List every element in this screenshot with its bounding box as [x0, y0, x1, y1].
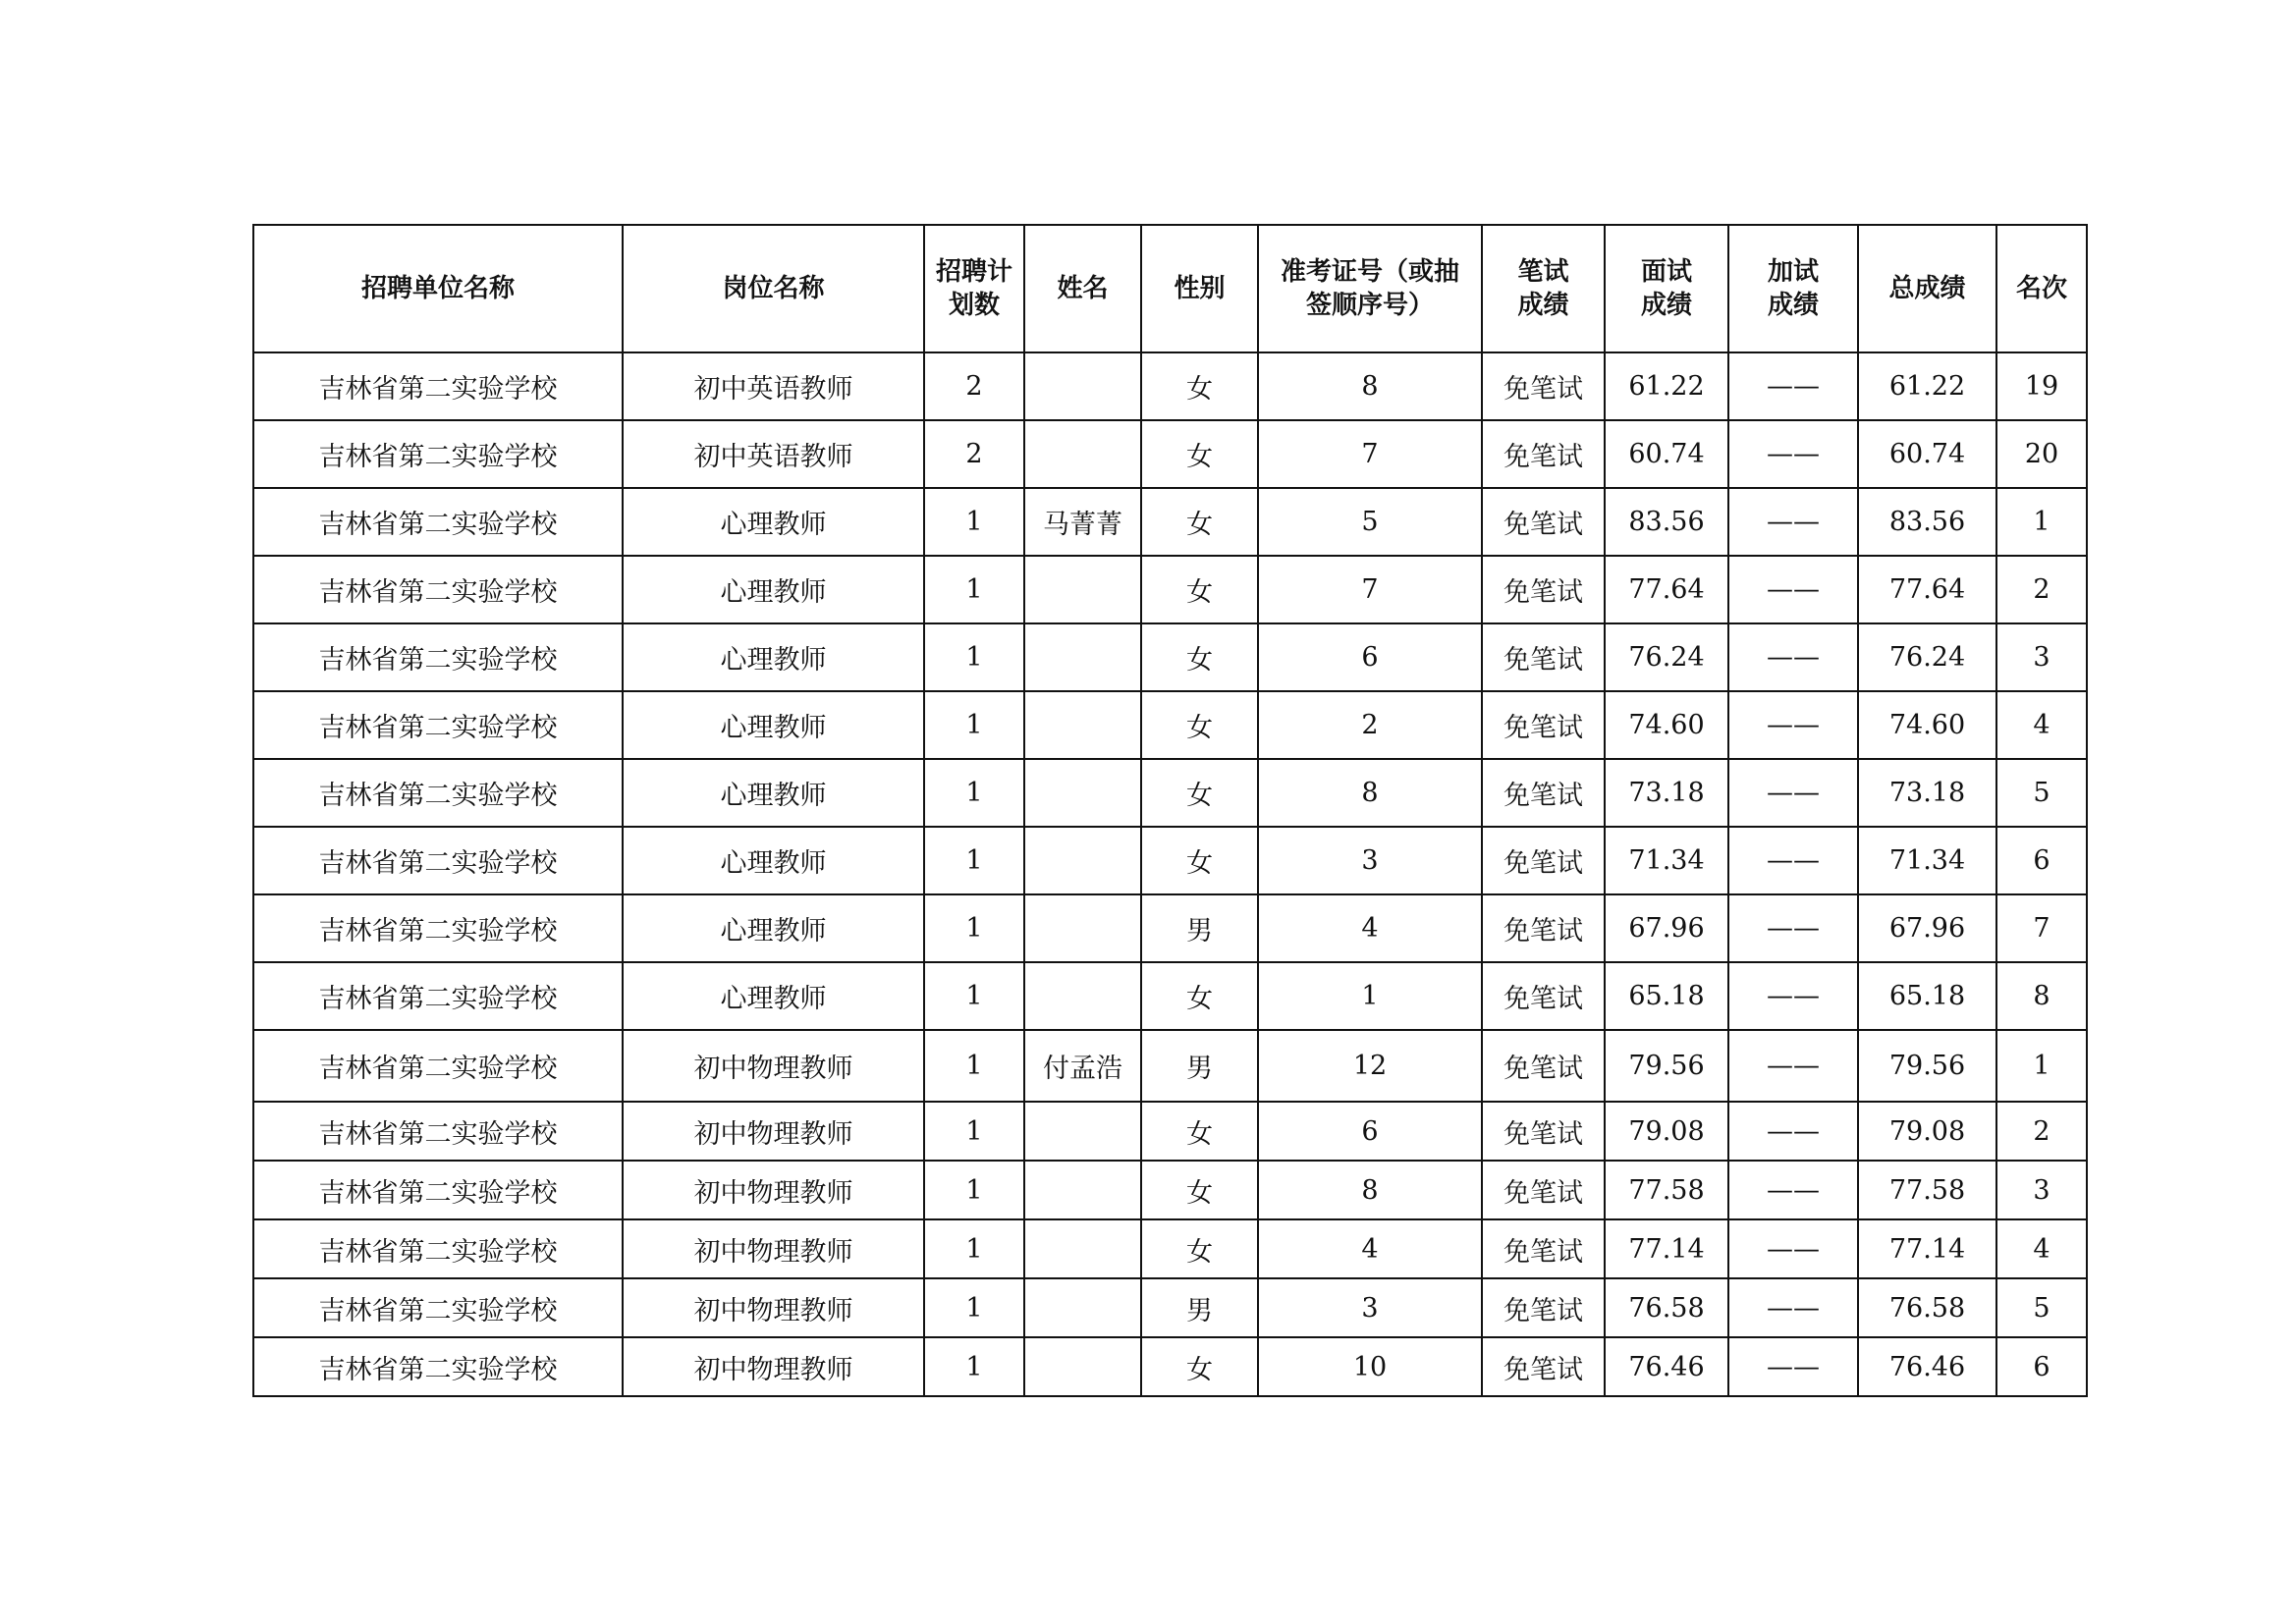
cell-gender: 男 — [1141, 1030, 1258, 1102]
table-row — [253, 827, 2087, 894]
cell-rank: 19 — [1996, 352, 2087, 420]
cell-written-score: 免笔试 — [1482, 691, 1605, 759]
cell-exam-number: 4 — [1258, 894, 1482, 962]
cell-gender: 女 — [1141, 1219, 1258, 1278]
cell-gender: 女 — [1141, 420, 1258, 488]
cell-extra-score: —— — [1728, 420, 1858, 488]
cell-interview-score: 65.18 — [1605, 962, 1728, 1030]
cell-unit: 吉林省第二实验学校 — [253, 352, 623, 420]
cell-name — [1024, 420, 1141, 488]
header-label: 姓名 — [1057, 274, 1109, 303]
cell-plan-count: 2 — [924, 352, 1024, 420]
cell-written-score: 免笔试 — [1482, 352, 1605, 420]
header-written-score — [1482, 225, 1605, 352]
cell-position: 心理教师 — [623, 962, 924, 1030]
table-row — [253, 420, 2087, 488]
cell-position: 初中物理教师 — [623, 1102, 924, 1161]
cell-name — [1024, 962, 1141, 1030]
cell-extra-score: —— — [1728, 1219, 1858, 1278]
header-position — [623, 225, 924, 352]
cell-interview-score: 79.56 — [1605, 1030, 1728, 1102]
cell-name — [1024, 1278, 1141, 1337]
cell-written-score: 免笔试 — [1482, 962, 1605, 1030]
cell-gender: 女 — [1141, 962, 1258, 1030]
cell-position: 初中英语教师 — [623, 420, 924, 488]
cell-position: 初中物理教师 — [623, 1030, 924, 1102]
cell-total-score: 77.14 — [1858, 1219, 1996, 1278]
cell-exam-number: 7 — [1258, 420, 1482, 488]
cell-written-score: 免笔试 — [1482, 420, 1605, 488]
cell-name — [1024, 1219, 1141, 1278]
cell-gender: 女 — [1141, 1337, 1258, 1396]
cell-plan-count: 2 — [924, 420, 1024, 488]
cell-unit: 吉林省第二实验学校 — [253, 623, 623, 691]
cell-plan-count: 1 — [924, 556, 1024, 623]
cell-total-score: 65.18 — [1858, 962, 1996, 1030]
table-row — [253, 759, 2087, 827]
header-label: 总成绩 — [1888, 274, 1966, 303]
table-row — [253, 623, 2087, 691]
cell-total-score: 67.96 — [1858, 894, 1996, 962]
header-label: 岗位名称 — [722, 274, 825, 303]
cell-name — [1024, 894, 1141, 962]
cell-unit: 吉林省第二实验学校 — [253, 1161, 623, 1219]
header-name — [1024, 225, 1141, 352]
header-label: 面试 成绩 — [1640, 257, 1692, 320]
cell-exam-number: 8 — [1258, 759, 1482, 827]
cell-extra-score: —— — [1728, 1161, 1858, 1219]
cell-gender: 男 — [1141, 894, 1258, 962]
cell-interview-score: 74.60 — [1605, 691, 1728, 759]
cell-interview-score: 76.46 — [1605, 1337, 1728, 1396]
header-label: 招聘单位名称 — [360, 274, 515, 303]
cell-extra-score: —— — [1728, 1337, 1858, 1396]
cell-name — [1024, 352, 1141, 420]
header-label: 笔试 成绩 — [1517, 257, 1569, 320]
cell-name — [1024, 1102, 1141, 1161]
cell-written-score: 免笔试 — [1482, 1030, 1605, 1102]
cell-written-score: 免笔试 — [1482, 623, 1605, 691]
cell-position: 心理教师 — [623, 691, 924, 759]
cell-written-score: 免笔试 — [1482, 1102, 1605, 1161]
cell-written-score: 免笔试 — [1482, 1337, 1605, 1396]
cell-extra-score: —— — [1728, 894, 1858, 962]
cell-rank: 2 — [1996, 556, 2087, 623]
cell-exam-number: 12 — [1258, 1030, 1482, 1102]
cell-gender: 女 — [1141, 1102, 1258, 1161]
cell-gender: 女 — [1141, 759, 1258, 827]
header-total-score — [1858, 225, 1996, 352]
cell-exam-number: 6 — [1258, 623, 1482, 691]
cell-plan-count: 1 — [924, 1102, 1024, 1161]
cell-gender: 女 — [1141, 556, 1258, 623]
cell-written-score: 免笔试 — [1482, 894, 1605, 962]
cell-position: 初中物理教师 — [623, 1219, 924, 1278]
cell-position: 心理教师 — [623, 827, 924, 894]
cell-total-score: 77.58 — [1858, 1161, 1996, 1219]
cell-plan-count: 1 — [924, 1337, 1024, 1396]
cell-plan-count: 1 — [924, 894, 1024, 962]
cell-exam-number: 5 — [1258, 488, 1482, 556]
table-row — [253, 894, 2087, 962]
cell-gender: 女 — [1141, 352, 1258, 420]
header-label: 准考证号（或抽 签顺序号） — [1280, 257, 1459, 320]
cell-position: 心理教师 — [623, 759, 924, 827]
cell-rank: 1 — [1996, 1030, 2087, 1102]
header-exam-number — [1258, 225, 1482, 352]
cell-unit: 吉林省第二实验学校 — [253, 1278, 623, 1337]
cell-extra-score: —— — [1728, 827, 1858, 894]
cell-position: 心理教师 — [623, 894, 924, 962]
cell-name — [1024, 556, 1141, 623]
header-label: 招聘计 划数 — [935, 257, 1012, 320]
cell-extra-score: —— — [1728, 759, 1858, 827]
cell-plan-count: 1 — [924, 691, 1024, 759]
cell-plan-count: 1 — [924, 962, 1024, 1030]
cell-interview-score: 79.08 — [1605, 1102, 1728, 1161]
cell-interview-score: 77.64 — [1605, 556, 1728, 623]
cell-plan-count: 1 — [924, 1161, 1024, 1219]
header-plan-count — [924, 225, 1024, 352]
cell-total-score: 77.64 — [1858, 556, 1996, 623]
table-row — [253, 1337, 2087, 1396]
cell-position: 心理教师 — [623, 556, 924, 623]
cell-total-score: 61.22 — [1858, 352, 1996, 420]
cell-rank: 3 — [1996, 1161, 2087, 1219]
cell-exam-number: 2 — [1258, 691, 1482, 759]
cell-exam-number: 1 — [1258, 962, 1482, 1030]
table-row — [253, 352, 2087, 420]
cell-written-score: 免笔试 — [1482, 827, 1605, 894]
cell-position: 心理教师 — [623, 623, 924, 691]
cell-unit: 吉林省第二实验学校 — [253, 1219, 623, 1278]
cell-interview-score: 77.58 — [1605, 1161, 1728, 1219]
cell-gender: 女 — [1141, 691, 1258, 759]
cell-exam-number: 3 — [1258, 827, 1482, 894]
cell-total-score: 76.24 — [1858, 623, 1996, 691]
cell-interview-score: 61.22 — [1605, 352, 1728, 420]
cell-unit: 吉林省第二实验学校 — [253, 962, 623, 1030]
cell-plan-count: 1 — [924, 488, 1024, 556]
cell-exam-number: 7 — [1258, 556, 1482, 623]
cell-total-score: 79.08 — [1858, 1102, 1996, 1161]
cell-unit: 吉林省第二实验学校 — [253, 894, 623, 962]
cell-interview-score: 77.14 — [1605, 1219, 1728, 1278]
cell-written-score: 免笔试 — [1482, 1161, 1605, 1219]
cell-rank: 5 — [1996, 759, 2087, 827]
cell-gender: 女 — [1141, 827, 1258, 894]
cell-written-score: 免笔试 — [1482, 1219, 1605, 1278]
cell-extra-score: —— — [1728, 1030, 1858, 1102]
cell-plan-count: 1 — [924, 1030, 1024, 1102]
cell-total-score: 71.34 — [1858, 827, 1996, 894]
cell-name: 马菁菁 — [1024, 488, 1141, 556]
cell-unit: 吉林省第二实验学校 — [253, 827, 623, 894]
cell-total-score: 74.60 — [1858, 691, 1996, 759]
cell-exam-number: 4 — [1258, 1219, 1482, 1278]
cell-position: 心理教师 — [623, 488, 924, 556]
cell-name — [1024, 691, 1141, 759]
table-row — [253, 691, 2087, 759]
cell-total-score: 76.58 — [1858, 1278, 1996, 1337]
table-row — [253, 1161, 2087, 1219]
cell-extra-score: —— — [1728, 1278, 1858, 1337]
cell-total-score: 73.18 — [1858, 759, 1996, 827]
cell-name — [1024, 759, 1141, 827]
cell-position: 初中物理教师 — [623, 1278, 924, 1337]
table-row — [253, 1030, 2087, 1102]
cell-gender: 女 — [1141, 1161, 1258, 1219]
cell-total-score: 76.46 — [1858, 1337, 1996, 1396]
table-row — [253, 556, 2087, 623]
cell-total-score: 60.74 — [1858, 420, 1996, 488]
cell-rank: 8 — [1996, 962, 2087, 1030]
header-label: 性别 — [1174, 274, 1226, 303]
cell-position: 初中英语教师 — [623, 352, 924, 420]
cell-rank: 6 — [1996, 1337, 2087, 1396]
table-row — [253, 1219, 2087, 1278]
header-unit — [253, 225, 623, 352]
cell-gender: 女 — [1141, 488, 1258, 556]
cell-extra-score: —— — [1728, 691, 1858, 759]
cell-rank: 7 — [1996, 894, 2087, 962]
cell-position: 初中物理教师 — [623, 1161, 924, 1219]
cell-interview-score: 71.34 — [1605, 827, 1728, 894]
cell-unit: 吉林省第二实验学校 — [253, 1030, 623, 1102]
cell-written-score: 免笔试 — [1482, 1278, 1605, 1337]
cell-rank: 1 — [1996, 488, 2087, 556]
cell-unit: 吉林省第二实验学校 — [253, 1102, 623, 1161]
header-extra-score — [1728, 225, 1858, 352]
cell-interview-score: 76.58 — [1605, 1278, 1728, 1337]
cell-name — [1024, 827, 1141, 894]
cell-plan-count: 1 — [924, 1219, 1024, 1278]
cell-rank: 5 — [1996, 1278, 2087, 1337]
cell-total-score: 83.56 — [1858, 488, 1996, 556]
table-row — [253, 488, 2087, 556]
cell-extra-score: —— — [1728, 1102, 1858, 1161]
cell-plan-count: 1 — [924, 623, 1024, 691]
cell-interview-score: 60.74 — [1605, 420, 1728, 488]
cell-exam-number: 3 — [1258, 1278, 1482, 1337]
cell-plan-count: 1 — [924, 759, 1024, 827]
table-row — [253, 962, 2087, 1030]
cell-written-score: 免笔试 — [1482, 488, 1605, 556]
cell-gender: 男 — [1141, 1278, 1258, 1337]
header-label: 加试 成绩 — [1767, 257, 1819, 320]
cell-rank: 3 — [1996, 623, 2087, 691]
cell-interview-score: 73.18 — [1605, 759, 1728, 827]
cell-exam-number: 8 — [1258, 1161, 1482, 1219]
cell-unit: 吉林省第二实验学校 — [253, 556, 623, 623]
results-table — [252, 224, 2088, 1397]
table-row — [253, 1278, 2087, 1337]
cell-extra-score: —— — [1728, 623, 1858, 691]
cell-exam-number: 6 — [1258, 1102, 1482, 1161]
cell-written-score: 免笔试 — [1482, 759, 1605, 827]
cell-total-score: 79.56 — [1858, 1030, 1996, 1102]
cell-rank: 2 — [1996, 1102, 2087, 1161]
header-rank — [1996, 225, 2087, 352]
cell-written-score: 免笔试 — [1482, 556, 1605, 623]
cell-unit: 吉林省第二实验学校 — [253, 1337, 623, 1396]
cell-exam-number: 8 — [1258, 352, 1482, 420]
cell-extra-score: —— — [1728, 352, 1858, 420]
table-body — [253, 352, 2087, 1396]
cell-unit: 吉林省第二实验学校 — [253, 488, 623, 556]
header-row — [253, 225, 2087, 352]
cell-unit: 吉林省第二实验学校 — [253, 759, 623, 827]
cell-position: 初中物理教师 — [623, 1337, 924, 1396]
cell-exam-number: 10 — [1258, 1337, 1482, 1396]
cell-rank: 20 — [1996, 420, 2087, 488]
cell-rank: 6 — [1996, 827, 2087, 894]
cell-extra-score: —— — [1728, 488, 1858, 556]
cell-unit: 吉林省第二实验学校 — [253, 691, 623, 759]
cell-interview-score: 67.96 — [1605, 894, 1728, 962]
table-row — [253, 1102, 2087, 1161]
cell-interview-score: 83.56 — [1605, 488, 1728, 556]
cell-name — [1024, 1337, 1141, 1396]
header-gender — [1141, 225, 1258, 352]
cell-rank: 4 — [1996, 1219, 2087, 1278]
cell-gender: 女 — [1141, 623, 1258, 691]
cell-name — [1024, 1161, 1141, 1219]
cell-extra-score: —— — [1728, 556, 1858, 623]
cell-plan-count: 1 — [924, 1278, 1024, 1337]
cell-plan-count: 1 — [924, 827, 1024, 894]
cell-unit: 吉林省第二实验学校 — [253, 420, 623, 488]
header-interview-score — [1605, 225, 1728, 352]
cell-interview-score: 76.24 — [1605, 623, 1728, 691]
cell-name: 付孟浩 — [1024, 1030, 1141, 1102]
cell-name — [1024, 623, 1141, 691]
cell-extra-score: —— — [1728, 962, 1858, 1030]
header-label: 名次 — [2015, 274, 2067, 303]
cell-rank: 4 — [1996, 691, 2087, 759]
